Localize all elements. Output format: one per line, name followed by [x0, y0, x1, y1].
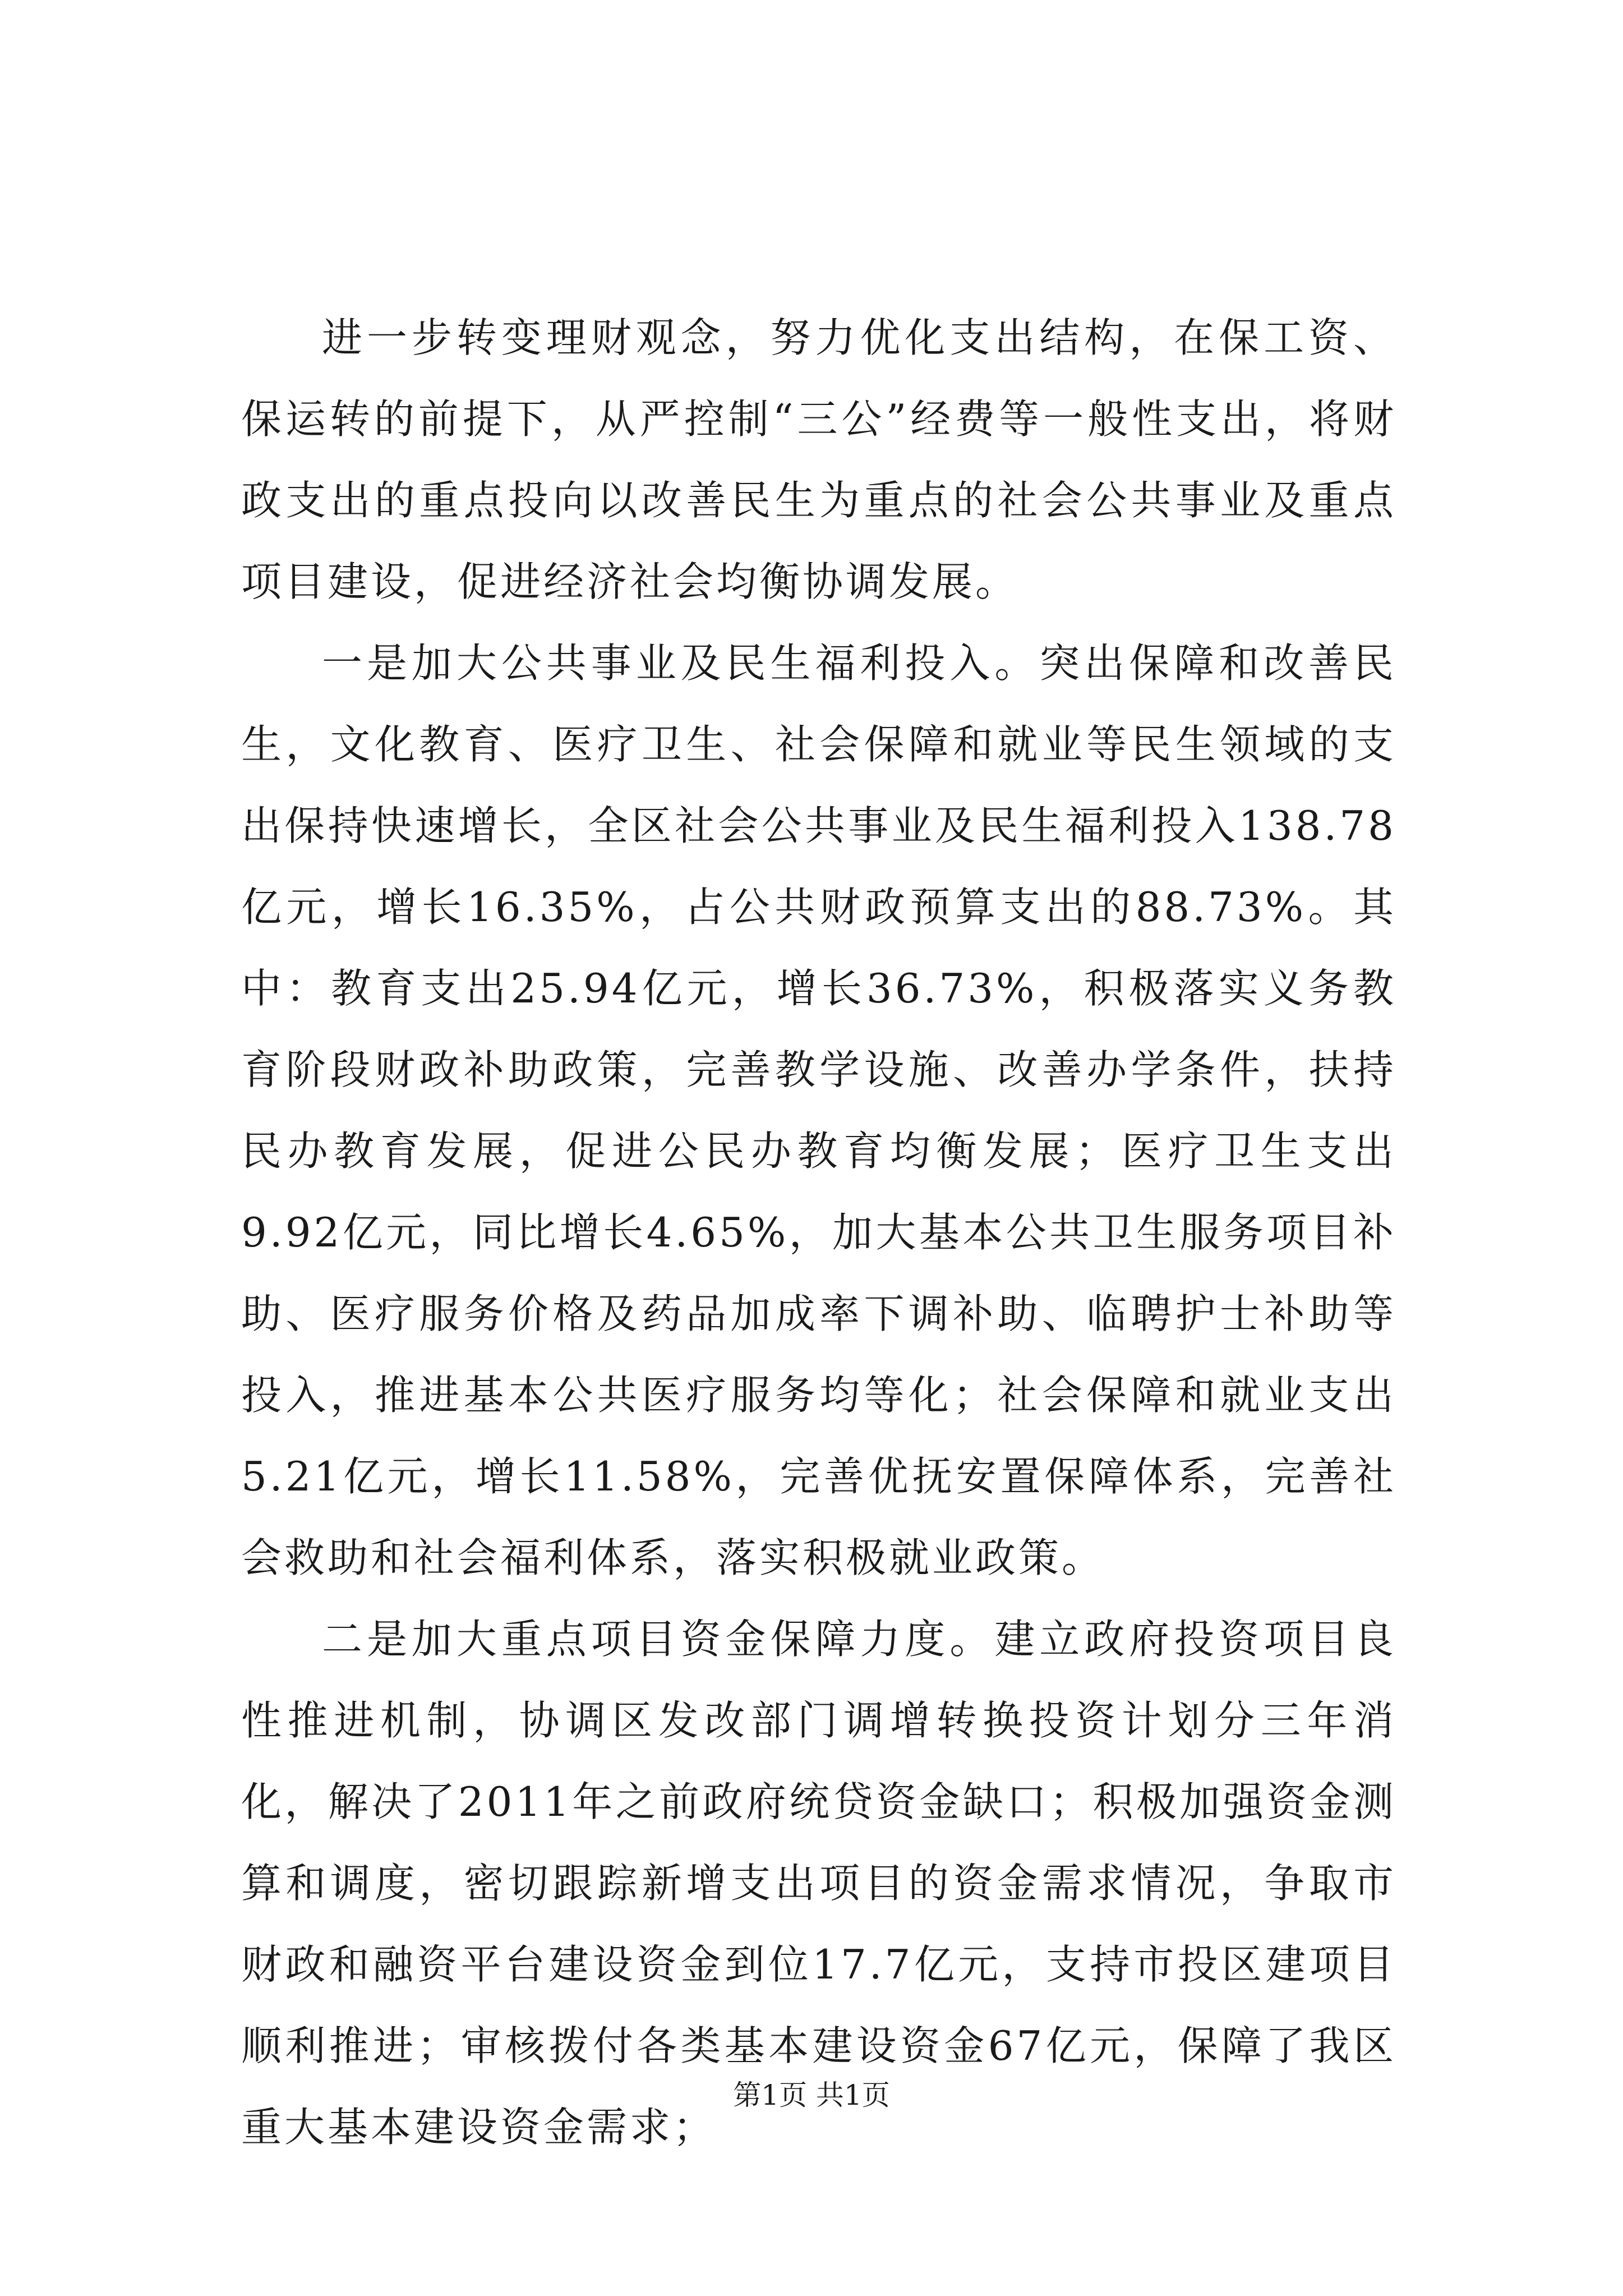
page-footer: 第1页 共1页	[733, 2079, 890, 2111]
document-body	[241, 297, 1396, 2168]
paragraph-public-welfare: 一是加大公共事业及民生福利投入。突出保障和改善民生，文化教育、医疗卫生、社会保障和就业等民生领域的支出保持快速增长，全区社会公共事业及民生福利投入138.78亿元，增长16.35%，占公共财政预算支出的88.73%。其中：教育支出25.94亿元，增长36.73%，积极落实义务教育阶段财政补助政策，完善教学设施、改善办学条件，扶持民办教育发展，促进公民办教育均衡发展；医疗卫生支出9.92亿元，同比增长4.65%，加大基本公共卫生服务项目补助、医疗服务价格及药品加成率下调补助、临聘护士补助等投入，推进基本公共医疗服务均等化；社会保障和就业支出5.21亿元，增长11.58%，完善优抚安置保障体系，完善社会救助和社会福利体系，落实积极就业政策。	[241, 639, 1396, 1581]
paragraph-key-projects: 二是加大重点项目资金保障力度。建立政府投资项目良性推进机制，协调区发改部门调增转换投资计划分三年消化，解决了2011年之前政府统贷资金缺口；积极加强资金测算和调度，密切跟踪新增支出项目的资金需求情况，争取市财政和融资平台建设资金到位17.7亿元，支持市投区建项目顺利推进；审核拨付各类基本建设资金67亿元，保障了我区重大基本建设资金需求；	[241, 1616, 1396, 2151]
paragraph-intro: 进一步转变理财观念，努力优化支出结构，在保工资、保运转的前提下，从严控制“三公”经费等一般性支出，将财政支出的重点投向以改善民生为重点的社会公共事业及重点项目建设，促进经济社会均衡协调发展。	[241, 314, 1396, 605]
